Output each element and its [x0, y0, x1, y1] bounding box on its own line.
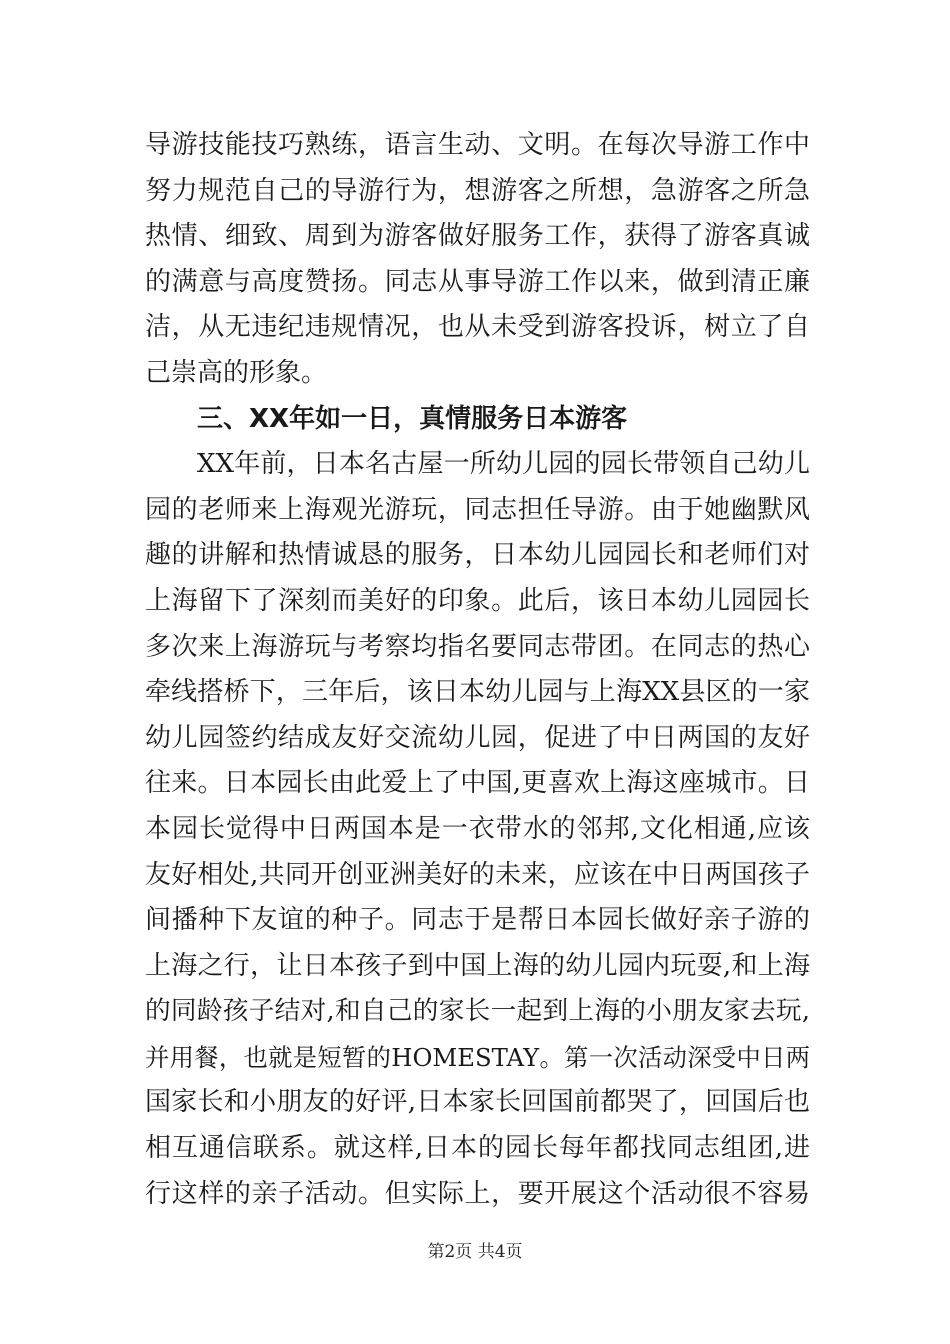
text-line: 幼儿园签约结成友好交流幼儿园，促进了中日两国的友好: [145, 722, 810, 753]
text-line: 己崇高的形象。: [145, 357, 328, 388]
text-line: 牵线搭桥下，三年后，该日本幼儿园与上海XX县区的一家: [145, 677, 810, 708]
text-line: 相互通信联系。就这样,日本的园长每年都找同志组团,进: [145, 1133, 810, 1164]
text-line: 往来。日本园长由此爱上了中国,更喜欢上海这座城市。日: [145, 768, 810, 799]
text-line: 的满意与高度赞扬。同志从事导游工作以来，做到清正廉: [145, 266, 810, 297]
text-line: 的同龄孩子结对,和自己的家长一起到上海的小朋友家去玩,: [145, 996, 810, 1027]
text-line: 园的老师来上海观光游玩，同志担任导游。由于她幽默风: [145, 494, 810, 525]
text-line: 导游技能技巧熟练，语言生动、文明。在每次导游工作中: [145, 130, 810, 160]
text-line: 努力规范自己的导游行为，想游客之所想，急游客之所急: [145, 175, 810, 206]
page-number-footer: 第2页 共4页: [427, 1242, 523, 1262]
text-line: 并用餐，也就是短暂的HOMESTAY。第一次活动深受中日两: [145, 1042, 810, 1072]
text-line: 间播种下友谊的种子。同志于是帮日本园长做好亲子游的: [145, 905, 810, 936]
text-line: 上海留下了深刻而美好的印象。此后，该日本幼儿园园长: [145, 585, 810, 616]
text-line: 趣的讲解和热情诚恳的服务，日本幼儿园园长和老师们对: [145, 540, 810, 571]
text-line: 上海之行，让日本孩子到中国上海的幼儿园内玩耍,和上海: [145, 950, 810, 981]
text-line: XX年前，日本名古屋一所幼儿园的园长带领自己幼儿: [197, 449, 810, 480]
text-line: 多次来上海游玩与考察均指名要同志带团。在同志的热心: [145, 631, 810, 662]
text-line: 友好相处,共同开创亚洲美好的未来，应该在中日两国孩子: [145, 859, 810, 890]
text-line: 国家长和小朋友的好评,日本家长回国前都哭了，回国后也: [145, 1087, 810, 1118]
body-text: [145, 123, 810, 1217]
text-line: 行这样的亲子活动。但实际上，要开展这个活动很不容易: [145, 1178, 810, 1209]
text-line: 洁，从无违纪违规情况，也从未受到游客投诉，树立了自: [145, 312, 810, 343]
text-line: 热情、细致、周到为游客做好服务工作，获得了游客真诚: [145, 221, 810, 252]
section-heading: 三、XX年如一日，真情服务日本游客: [197, 403, 628, 434]
text-line: 本园长觉得中日两国本是一衣带水的邻邦,文化相通,应该: [145, 813, 810, 844]
